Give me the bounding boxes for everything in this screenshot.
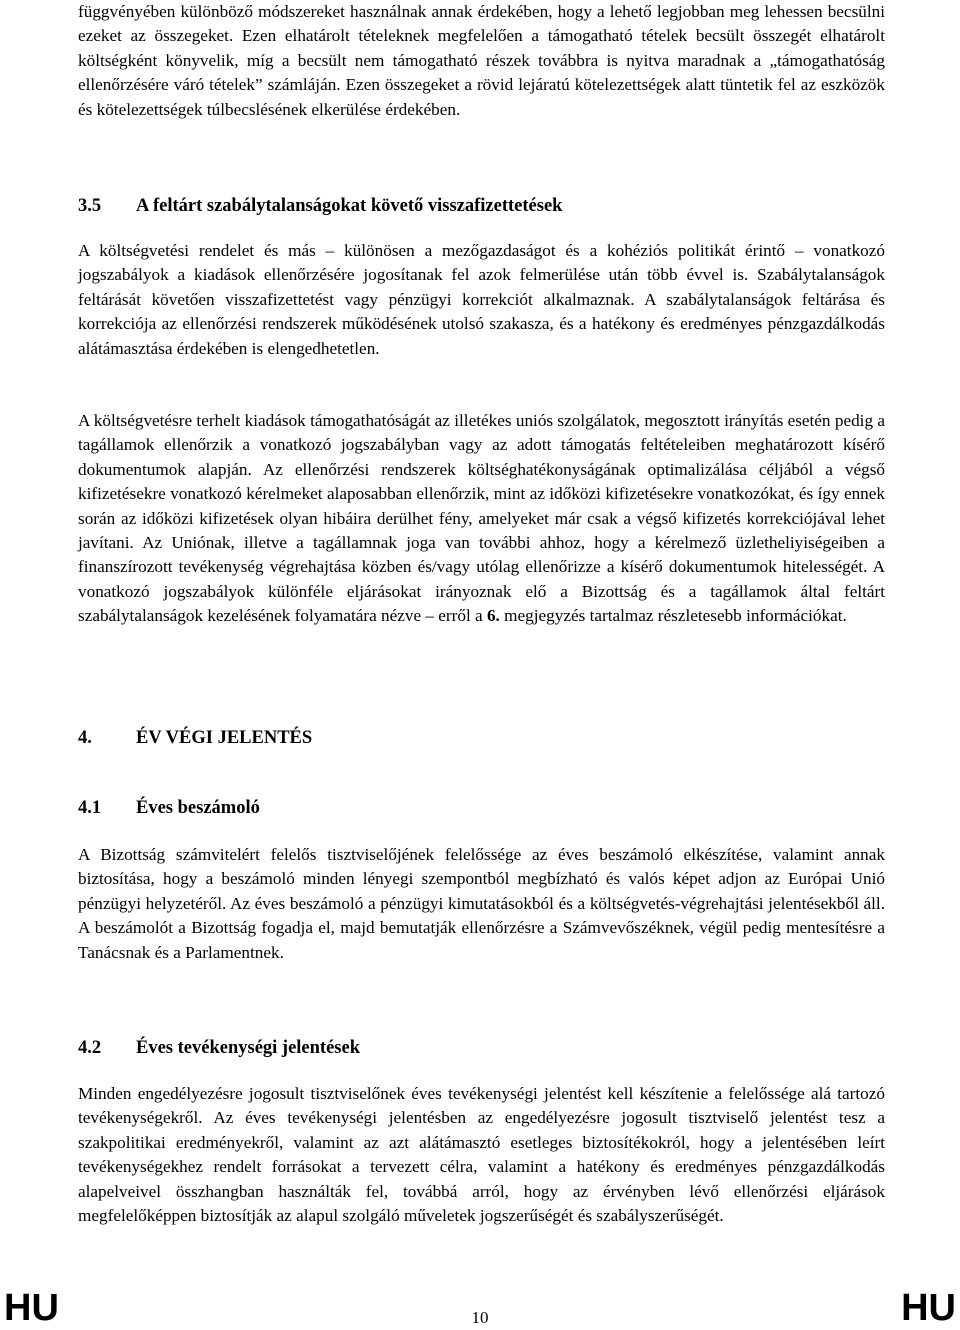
- section-4-heading: [78, 726, 885, 750]
- section-number: 3.5: [78, 196, 102, 216]
- paragraph-tail: megjegyzés tartalmaz részletesebb információkat.: [499, 606, 847, 626]
- section-number: 4.2: [78, 1038, 102, 1058]
- footer-language-right: HU: [901, 1287, 956, 1329]
- section-3-5-heading: [78, 194, 885, 218]
- section-title: A feltárt szabálytalanságokat követő visszafizettetések: [136, 196, 563, 216]
- section-4-2-paragraph: Minden engedélyezésre jogosult tisztviselőnek éves tevékenységi jelentést kell készítenie a felelőssége alá tartozó tevékenységekről. Az éves tevékenységi jelentésben az engedélyezésre jogosult tisztviselő jelentést tesz a szakpolitikai eredményekről, valamint az azt alátámasztó esetleges biztosítékokról, hogy a jelentésében leírt tevékenységekhez rendelt forrásokat a tervezett célra, valamint a hatékony és eredményes pénzgazdálkodás alapelveivel összhangban használták fel, továbbá arról, hogy az érvényben lévő ellenőrzési eljárások megfelelőképpen biztosítják az alapul szolgáló műveletek jogszerűségét és szabályszerűségét.: [78, 1084, 885, 1226]
- section-title: Éves beszámoló: [136, 798, 260, 818]
- top-paragraph: függvényében különböző módszereket használnak annak érdekében, hogy a lehető legjobban meg lehessen becsülni ezeket az összegeket. Ezen elhatárolt tételeknek megfelelően a támogatható tételek becsült összegét elhatárolt költségként könyvelik, míg a becsült nem támogatható részek továbbra is nyitva maradnak a „támogathatóság ellenőrzésére váró tételek” számláján. Ezen összegeket a rövid lejáratú kötelezettségek alatt tüntetik fel az eszközök és kötelezettségek túlbecslésének elkerülése érdekében.: [78, 2, 885, 119]
- section-4-2-heading: [78, 1036, 885, 1060]
- page-number: 10: [471, 1308, 489, 1327]
- section-3-5-paragraph-2: [78, 409, 885, 629]
- section-number: 4.: [78, 728, 92, 748]
- note-reference: 6.: [486, 606, 500, 626]
- footer-language-left: HU: [4, 1287, 59, 1329]
- section-title: ÉV VÉGI JELENTÉS: [136, 728, 313, 748]
- section-3-5-paragraph-1: A költségvetési rendelet és más – különösen a mezőgazdaságot és a kohéziós politikát érintő – vonatkozó jogszabályok a kiadások ellenőrzésére jogosítanak fel azok felmerülése után több évvel is. Szabálytalanságok feltárását követően visszafizettetést vagy pénzügyi korrekciót alkalmaznak. A szabálytalanságok feltárása és korrekciója az ellenőrzési rendszerek működésének utolsó szakasza, és a hatékony és eredményes pénzgazdálkodás alátámasztása érdekében is elengedhetetlen.: [78, 241, 885, 358]
- section-4-1-paragraph: A Bizottság számvitelért felelős tisztviselőjének felelőssége az éves beszámoló elkészítése, valamint annak biztosítása, hogy a beszámoló minden lényegi szempontból megbízható és valós képet adjon az Európai Unió pénzügyi helyzetéről. Az éves beszámoló a pénzügyi kimutatásokból és a költségvetés-végrehajtási jelentésekből áll. A beszámolót a Bizottság fogadja el, majd bemutatják ellenőrzésre a Számvevőszéknek, végül pedig mentesítésre a Tanácsnak és a Parlamentnek.: [78, 845, 885, 962]
- section-title: Éves tevékenységi jelentések: [136, 1038, 361, 1058]
- paragraph-text: A költségvetésre terhelt kiadások támogathatóságát az illetékes uniós szolgálatok, megosztott irányítás esetén pedig a tagállamok ellenőrzik a vonatkozó jogszabályban vagy az adott támogatás feltételeiben meghatározott kísérő dokumentumok alapján. Az ellenőrzési rendszerek költséghatékonyságának optimalizálása céljából a végső kifizetésekre vonatkozó kérelmeket alaposabban ellenőrzik, mint az időközi kifizetésekre vonatkozókat, és így ennek során az időközi kifizetések olyan hibáira derülhet fény, amelyeket már csak a végső kifizetés korrekciójával lehet javítani. Az Uniónak, illetve a tagállamnak joga van további ahhoz, hogy a kérelmező üzletheliyiségeiben a finanszírozott tevékenység végrehajtása közben és/vagy utólag ellenőrizze a kísérő dokumentumok hitelességét. A vonatkozó jogszabályok különféle eljárásokat irányoznak elő a Bizottság és a tagállamok által feltárt szabálytalanságok kezelésének folyamatára nézve – erről a: [78, 411, 885, 626]
- section-4-1-heading: [78, 796, 885, 820]
- section-number: 4.1: [78, 798, 102, 818]
